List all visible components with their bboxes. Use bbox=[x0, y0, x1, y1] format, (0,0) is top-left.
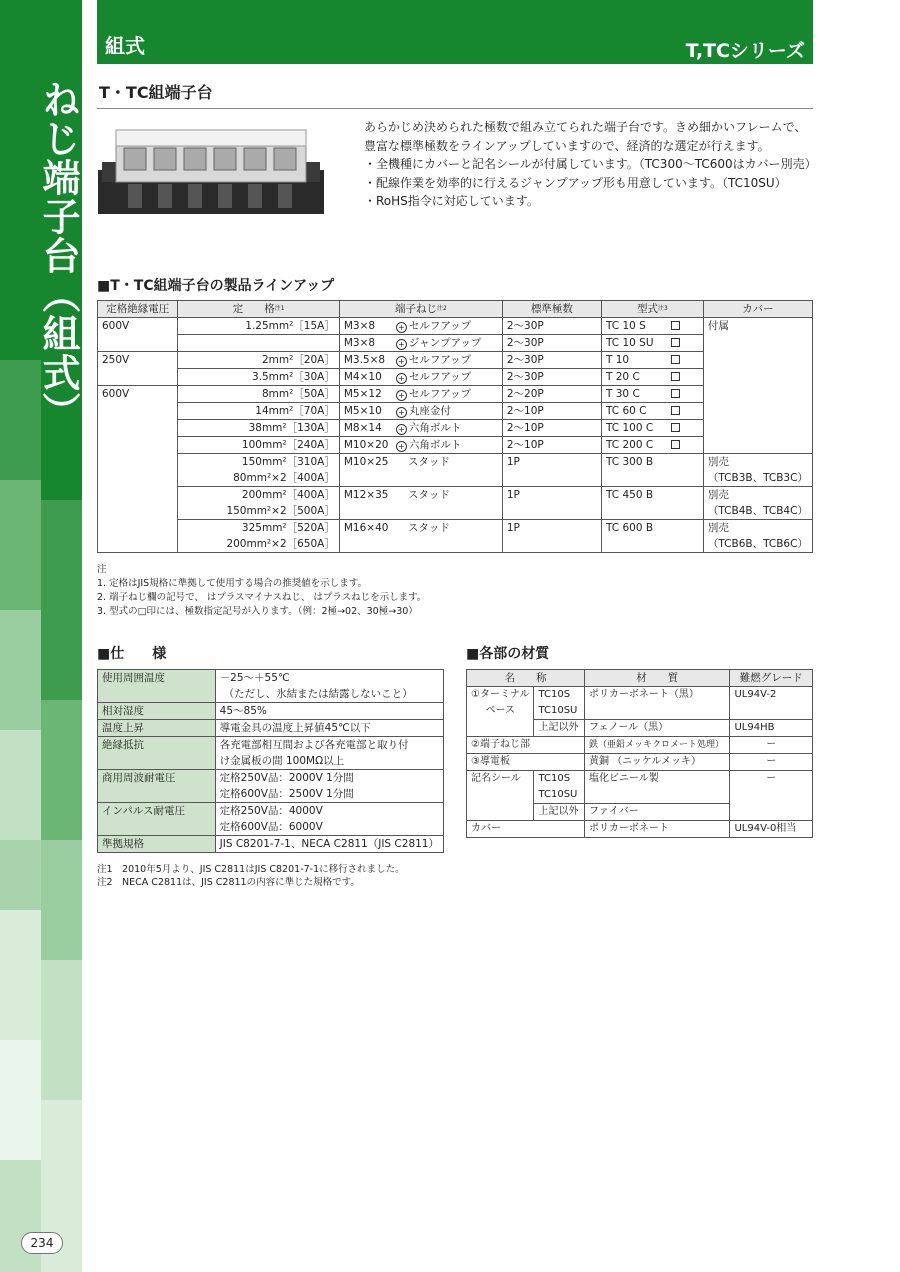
mat-grade: ー bbox=[730, 737, 813, 754]
mat-grade: UL94V-0相当 bbox=[730, 821, 813, 838]
note-item: 2. 端子ねじ欄の記号で、 はプラスマイナスねじ、 はプラスねじを示します。 bbox=[97, 592, 427, 603]
cell-cover: 別売 （TCB4B、TCB4C） bbox=[703, 487, 812, 520]
spec-key: 準拠規格 bbox=[98, 836, 216, 853]
mat-material: フェノール（黒） bbox=[584, 720, 730, 737]
cell-poles: 2〜10P bbox=[502, 420, 601, 437]
pole-code-box-icon bbox=[671, 338, 680, 347]
intro-bullet: ・全機種にカバーと記名シールが付属しています。（TC300〜TC600はカバー別売） bbox=[364, 157, 817, 171]
mat-grade: UL94V-2 bbox=[730, 687, 813, 720]
spec-value: 各充電部相互間および各充電部と取り付 け金属板の間 100MΩ以上 bbox=[215, 737, 443, 770]
spec-key: 商用周波耐電圧 bbox=[98, 770, 216, 803]
spec-row bbox=[98, 803, 444, 836]
mat-sub: TC10S TC10SU bbox=[534, 687, 585, 720]
spec-value: －25〜＋55℃ （ただし、氷結または結露しないこと） bbox=[215, 670, 443, 703]
band-block bbox=[0, 840, 41, 910]
col-header: 定格絶縁電圧 bbox=[98, 301, 178, 318]
product-photo bbox=[98, 118, 324, 218]
cell-voltage bbox=[98, 454, 178, 487]
col-header: 端子ねじ$^{注2}$ bbox=[339, 301, 502, 318]
cell-rating: 100mm²［240A］ bbox=[178, 437, 339, 454]
plus-screw-icon: + bbox=[396, 356, 407, 367]
side-band bbox=[0, 0, 82, 1272]
cell-voltage bbox=[98, 487, 178, 520]
spec-key: インパルス耐電圧 bbox=[98, 803, 216, 836]
lineup-row bbox=[98, 454, 813, 487]
lineup-row bbox=[98, 335, 813, 352]
cell-poles: 2〜30P bbox=[502, 369, 601, 386]
header-series: T,TCシリーズ bbox=[685, 40, 805, 62]
lineup-row bbox=[98, 318, 813, 335]
cell-voltage: 600V bbox=[98, 386, 178, 403]
plus-screw-icon: + bbox=[396, 407, 407, 418]
col-header: カバー bbox=[703, 301, 812, 318]
header-bar bbox=[97, 0, 813, 64]
cell-screw: M4×10 + セルフアップ bbox=[339, 369, 502, 386]
mat-grade: ー bbox=[730, 754, 813, 771]
plus-screw-icon: + bbox=[396, 424, 407, 435]
note-item: 1. 定格はJIS規格に準拠して使用する場合の推奨値を示します。 bbox=[97, 578, 367, 589]
cell-voltage bbox=[98, 520, 178, 553]
mat-grade: ー bbox=[730, 771, 813, 821]
cell-screw: M16×40 スタッド bbox=[339, 520, 502, 553]
mat-name: 記名シール bbox=[467, 771, 534, 821]
col-header: 難燃グレード bbox=[730, 670, 813, 687]
lineup-row bbox=[98, 437, 813, 454]
cell-voltage: 600V bbox=[98, 318, 178, 335]
spec-row bbox=[98, 836, 444, 853]
spec-value: 定格250V品：4000V 定格600V品：6000V bbox=[215, 803, 443, 836]
col-header: 材 質 bbox=[584, 670, 730, 687]
cell-cover bbox=[703, 437, 812, 454]
cell-model: TC 100 C bbox=[602, 420, 704, 437]
spec-value: 導電金具の温度上昇値45℃以下 bbox=[215, 720, 443, 737]
pole-code-box-icon bbox=[671, 423, 680, 432]
cell-poles: 1P bbox=[502, 487, 601, 520]
header-category: 組式 bbox=[105, 34, 145, 58]
band-block bbox=[0, 480, 41, 610]
band-block bbox=[0, 1160, 41, 1272]
band-block bbox=[0, 1040, 41, 1160]
spec-value: JIS C8201-7-1、NECA C2811（JIS C2811） bbox=[215, 836, 443, 853]
pole-code-box-icon bbox=[671, 389, 680, 398]
intro-text bbox=[364, 118, 816, 211]
cell-poles: 2〜30P bbox=[502, 318, 601, 335]
col-header: 標準極数 bbox=[502, 301, 601, 318]
cell-screw: M10×25 スタッド bbox=[339, 454, 502, 487]
cell-rating: 38mm²［130A］ bbox=[178, 420, 339, 437]
cell-voltage: 250V bbox=[98, 352, 178, 369]
footnote: 注1 2010年5月より、JIS C2811はJIS C8201-7-1に移行されました。 bbox=[97, 864, 405, 875]
spec-key: 使用周囲温度 bbox=[98, 670, 216, 703]
cell-rating bbox=[178, 335, 339, 352]
lineup-notes bbox=[97, 563, 426, 619]
lineup-row bbox=[98, 520, 813, 553]
page-number: 234 bbox=[21, 1232, 63, 1254]
cell-voltage bbox=[98, 420, 178, 437]
note-item: 3. 型式の□印には、極数指定記号が入ります。（例：2極→02、30極→30） bbox=[97, 606, 418, 617]
cell-cover: 別売 （TCB6B、TCB6C） bbox=[703, 520, 812, 553]
band-block bbox=[41, 500, 82, 700]
lineup-row bbox=[98, 403, 813, 420]
mat-material: 黄銅 （ニッケルメッキ） bbox=[584, 754, 730, 771]
cell-screw: M5×10 + 丸座金付 bbox=[339, 403, 502, 420]
lineup-row bbox=[98, 386, 813, 403]
lineup-row bbox=[98, 420, 813, 437]
plus-screw-icon: + bbox=[396, 390, 407, 401]
col-header: 型式$^{注3}$ bbox=[602, 301, 704, 318]
cell-cover: 付属 bbox=[703, 318, 812, 335]
cell-model: TC 450 B bbox=[602, 487, 704, 520]
lineup-row bbox=[98, 487, 813, 520]
band-block bbox=[41, 840, 82, 960]
intro-bullet: ・RoHS指令に対応しています。 bbox=[364, 194, 539, 208]
cell-voltage bbox=[98, 437, 178, 454]
band-block bbox=[0, 730, 41, 840]
pole-code-box-icon bbox=[671, 355, 680, 364]
spec-value: 45〜85% bbox=[215, 703, 443, 720]
cell-rating: 14mm²［70A］ bbox=[178, 403, 339, 420]
cell-screw: M3×8 + セルフアップ bbox=[339, 318, 502, 335]
pole-code-box-icon bbox=[671, 440, 680, 449]
spec-row bbox=[98, 737, 444, 770]
cell-poles: 2〜10P bbox=[502, 437, 601, 454]
cell-model: TC 600 B bbox=[602, 520, 704, 553]
spec-key: 温度上昇 bbox=[98, 720, 216, 737]
section-title: T・TC組端子台 bbox=[97, 80, 813, 109]
footnote: 注2 NECA C2811は、JIS C2811の内容に準じた規格です。 bbox=[97, 877, 360, 888]
mat-grade: UL94HB bbox=[730, 720, 813, 737]
cell-model: TC 10 SU bbox=[602, 335, 704, 352]
cell-poles: 1P bbox=[502, 454, 601, 487]
col-header: 名 称 bbox=[467, 670, 585, 687]
cell-rating: 325mm²［520A］ 200mm²×2［650A］ bbox=[178, 520, 339, 553]
cell-screw: M10×20 + 六角ボルト bbox=[339, 437, 502, 454]
pole-code-box-icon bbox=[671, 372, 680, 381]
cell-rating: 2mm²［20A］ bbox=[178, 352, 339, 369]
mat-material: 塩化ビニール製 bbox=[584, 771, 730, 804]
cell-model: TC 10 S bbox=[602, 318, 704, 335]
cell-cover bbox=[703, 369, 812, 386]
spec-key: 相対湿度 bbox=[98, 703, 216, 720]
notes-title: 注 bbox=[97, 564, 107, 575]
band-block bbox=[41, 700, 82, 840]
band-block bbox=[0, 360, 41, 480]
cell-poles: 2〜20P bbox=[502, 386, 601, 403]
mat-name: カバー bbox=[467, 821, 585, 838]
cell-cover: 別売 （TCB3B、TCB3C） bbox=[703, 454, 812, 487]
plus-screw-icon: + bbox=[396, 339, 407, 350]
materials-heading: ■各部の材質 bbox=[466, 646, 550, 662]
cell-poles: 1P bbox=[502, 520, 601, 553]
cell-screw: M5×12 + セルフアップ bbox=[339, 386, 502, 403]
plus-screw-icon: + bbox=[396, 441, 407, 452]
cell-model: TC 300 B bbox=[602, 454, 704, 487]
cell-cover bbox=[703, 420, 812, 437]
cell-voltage bbox=[98, 403, 178, 420]
spec-key: 絶縁抵抗 bbox=[98, 737, 216, 770]
cell-poles: 2〜30P bbox=[502, 335, 601, 352]
lineup-row bbox=[98, 352, 813, 369]
cell-screw: M12×35 スタッド bbox=[339, 487, 502, 520]
pole-code-box-icon bbox=[671, 321, 680, 330]
cell-cover bbox=[703, 386, 812, 403]
cell-rating: 150mm²［310A］ 80mm²×2［400A］ bbox=[178, 454, 339, 487]
band-block bbox=[0, 910, 41, 1040]
mat-material: ファイバー bbox=[584, 804, 730, 821]
cell-screw: M8×14 + 六角ボルト bbox=[339, 420, 502, 437]
mat-material: ポリカーボネート bbox=[584, 821, 730, 838]
spec-value: 定格250V品：2000V 1分間 定格600V品：2500V 1分間 bbox=[215, 770, 443, 803]
spec-row bbox=[98, 670, 444, 703]
mat-name: ③導電板 bbox=[467, 754, 585, 771]
cell-cover bbox=[703, 403, 812, 420]
cell-rating: 200mm²［400A］ 150mm²×2［500A］ bbox=[178, 487, 339, 520]
lineup-row bbox=[98, 369, 813, 386]
side-title: ねじ端子台（組式） bbox=[36, 80, 80, 431]
spec-row bbox=[98, 703, 444, 720]
materials-table bbox=[466, 669, 813, 838]
mat-sub: 上記以外 bbox=[534, 804, 585, 821]
band-block bbox=[41, 960, 82, 1100]
cell-rating: 8mm²［50A］ bbox=[178, 386, 339, 403]
lineup-table bbox=[97, 300, 813, 553]
intro-bullet: ・配線作業を効率的に行えるジャンプアップ形も用意しています。（TC10SU） bbox=[364, 175, 787, 190]
lineup-heading: ■T・TC組端子台の製品ラインアップ bbox=[97, 278, 335, 294]
col-header: 定 格$^{注1}$ bbox=[178, 301, 339, 318]
plus-screw-icon: + bbox=[396, 373, 407, 384]
cell-voltage bbox=[98, 369, 178, 386]
cell-screw: M3.5×8 + セルフアップ bbox=[339, 352, 502, 369]
mat-sub: TC10S TC10SU bbox=[534, 771, 585, 804]
footnotes bbox=[97, 863, 405, 889]
cell-model: TC 200 C bbox=[602, 437, 704, 454]
cell-poles: 2〜10P bbox=[502, 403, 601, 420]
band-block bbox=[0, 610, 41, 730]
cell-model: T 20 C bbox=[602, 369, 704, 386]
mat-material: ポリカーボネート（黒） bbox=[584, 687, 730, 720]
spec-table bbox=[97, 669, 444, 853]
plus-screw-icon: + bbox=[396, 322, 407, 333]
cell-voltage bbox=[98, 335, 178, 352]
cell-cover bbox=[703, 335, 812, 352]
mat-name: ①ターミナル ベース bbox=[467, 687, 534, 737]
cell-cover bbox=[703, 352, 812, 369]
pole-code-box-icon bbox=[671, 406, 680, 415]
cell-screw: M3×8 + ジャンプアップ bbox=[339, 335, 502, 352]
cell-model: TC 60 C bbox=[602, 403, 704, 420]
intro-paragraph: あらかじめ決められた極数で組み立てられた端子台です。きめ細かいフレームで、豊富な標準極数をラインアップしていますので、経済的な選定が行えます。 bbox=[364, 120, 807, 153]
mat-sub: 上記以外 bbox=[534, 720, 585, 737]
cell-rating: 3.5mm²［30A］ bbox=[178, 369, 339, 386]
cell-model: T 30 C bbox=[602, 386, 704, 403]
cell-rating: 1.25mm²［15A］ bbox=[178, 318, 339, 335]
mat-material: 鉄（亜鉛メッキクロメート処理） bbox=[584, 737, 730, 754]
cell-model: T 10 bbox=[602, 352, 704, 369]
spec-row bbox=[98, 720, 444, 737]
mat-name: ②端子ねじ部 bbox=[467, 737, 585, 754]
spec-heading: ■仕 様 bbox=[97, 646, 167, 662]
cell-poles: 2〜30P bbox=[502, 352, 601, 369]
spec-row bbox=[98, 770, 444, 803]
